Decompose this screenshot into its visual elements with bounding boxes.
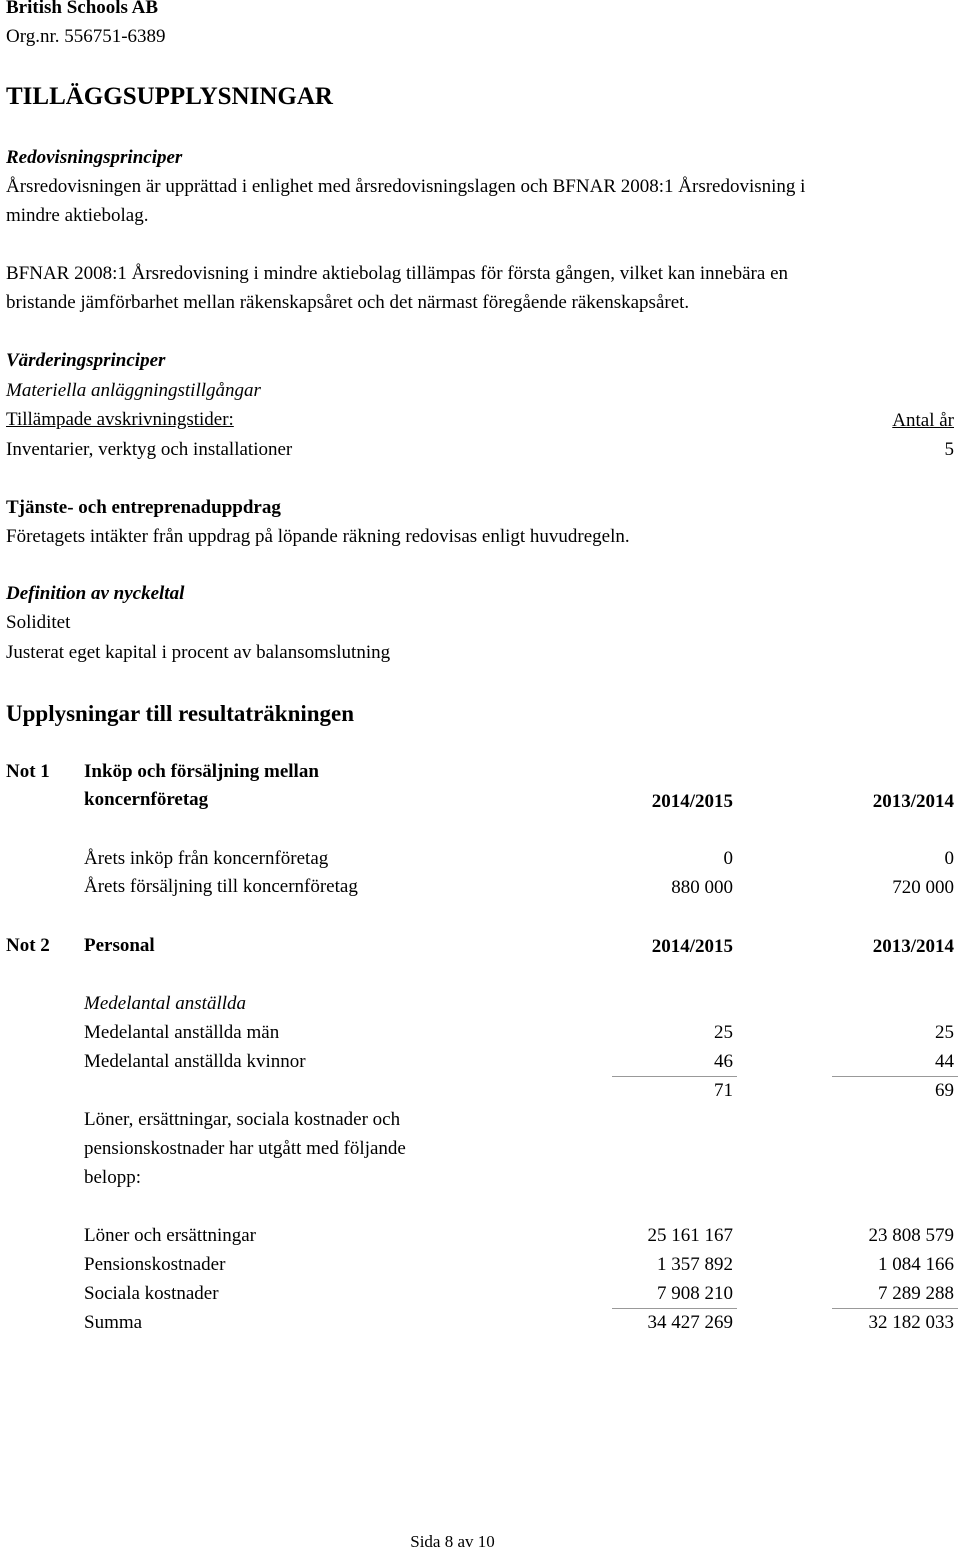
medel-row-label: Medelantal anställda kvinnor (84, 1051, 306, 1072)
redovisning-para2-line1: BFNAR 2008:1 Årsredovisning i mindre aktiebolag tillämpas för första gången, vilket kan innebära en (6, 263, 788, 284)
loner-row-value-2: 1 084 166 (878, 1254, 954, 1275)
medel-row-value-2: 25 (935, 1022, 954, 1043)
medel-row-value-2: 44 (935, 1051, 954, 1072)
medel-row-label: Medelantal anställda män (84, 1022, 280, 1043)
nyckeltal-definition: Justerat eget kapital i procent av balansomslutning (6, 642, 391, 663)
loner-row-value-1: 7 908 210 (657, 1283, 733, 1304)
not1-col1-header: 2014/2015 (651, 791, 733, 812)
redovisning-heading: Redovisningsprinciper (6, 147, 183, 168)
page-number: Sida 8 av 10 (410, 1532, 495, 1551)
loner-row-value-2: 7 289 288 (878, 1283, 954, 1304)
loner-row-label: Pensionskostnader (84, 1254, 226, 1275)
redovisning-para1-line2: mindre aktiebolag. (6, 205, 149, 226)
antal-ar-header: Antal år (892, 410, 954, 431)
medel-sum-line-2 (832, 1076, 958, 1077)
not1-row-value-2: 720 000 (892, 877, 954, 898)
not2-col1-header: 2014/2015 (651, 936, 733, 957)
not1-row-value-2: 0 (944, 848, 954, 869)
avskrivning-label: Tillämpade avskrivningstider: (6, 409, 234, 430)
loner-row-value-1: 25 161 167 (647, 1225, 733, 1246)
loner-row-label: Sociala kostnader (84, 1283, 219, 1304)
not1-row-value-1: 0 (723, 848, 733, 869)
medel-total-2: 69 (935, 1080, 954, 1101)
medel-row-value-1: 25 (714, 1022, 733, 1043)
inventarier-value: 5 (944, 439, 954, 460)
not1-row-label: Årets inköp från koncernföretag (84, 848, 329, 869)
loner-row-value-2: 23 808 579 (868, 1225, 954, 1246)
not1-row-label: Årets försäljning till koncernföretag (84, 876, 358, 897)
loner-row-value-1: 1 357 892 (657, 1254, 733, 1275)
inventarier-label: Inventarier, verktyg och installationer (6, 439, 293, 460)
not2-col2-header: 2013/2014 (872, 936, 954, 957)
not2-title: Personal (84, 935, 155, 956)
loner-sum-line-1 (612, 1308, 737, 1309)
not2-label: Not 2 (6, 935, 50, 956)
org-number: Org.nr. 556751-6389 (6, 26, 166, 47)
medel-total-1: 71 (714, 1080, 733, 1101)
summa-value-2: 32 182 033 (868, 1312, 954, 1333)
not1-row-value-1: 880 000 (671, 877, 733, 898)
loner-sum-line-2 (832, 1308, 958, 1309)
medel-row-value-1: 46 (714, 1051, 733, 1072)
tjanste-heading: Tjänste- och entreprenaduppdrag (6, 497, 281, 518)
resultat-heading: Upplysningar till resultaträkningen (6, 701, 355, 726)
redovisning-para2-line2: bristande jämförbarhet mellan räkenskapsåret och det närmast föregående räkenskapsåret. (6, 292, 690, 313)
summa-value-1: 34 427 269 (647, 1312, 733, 1333)
medelantal-heading: Medelantal anställda (84, 993, 247, 1014)
summa-label: Summa (84, 1312, 143, 1333)
vardering-subheading: Materiella anläggningstillgångar (6, 380, 261, 401)
not1-title-line1: Inköp och försäljning mellan (84, 761, 319, 782)
nyckeltal-term: Soliditet (6, 612, 71, 633)
medel-sum-line-1 (612, 1076, 737, 1077)
tjanste-text: Företagets intäkter från uppdrag på löpande räkning redovisas enligt huvudregeln. (6, 526, 630, 547)
loner-row-label: Löner och ersättningar (84, 1225, 256, 1246)
not1-label: Not 1 (6, 761, 50, 782)
loner-text-line1: Löner, ersättningar, sociala kostnader och (84, 1109, 401, 1130)
not1-col2-header: 2013/2014 (872, 791, 954, 812)
company-name: British Schools AB (6, 0, 159, 18)
page-title: TILLÄGGSUPPLYSNINGAR (6, 83, 333, 110)
loner-text-line2: pensionskostnader har utgått med följande (84, 1138, 406, 1159)
vardering-heading: Värderingsprinciper (6, 350, 166, 371)
loner-text-line3: belopp: (84, 1167, 141, 1188)
redovisning-para1-line1: Årsredovisningen är upprättad i enlighet med årsredovisningslagen och BFNAR 2008:1 Årsredovisning i (6, 176, 806, 197)
nyckeltal-heading: Definition av nyckeltal (6, 583, 185, 604)
not1-title-line2: koncernföretag (84, 789, 209, 810)
